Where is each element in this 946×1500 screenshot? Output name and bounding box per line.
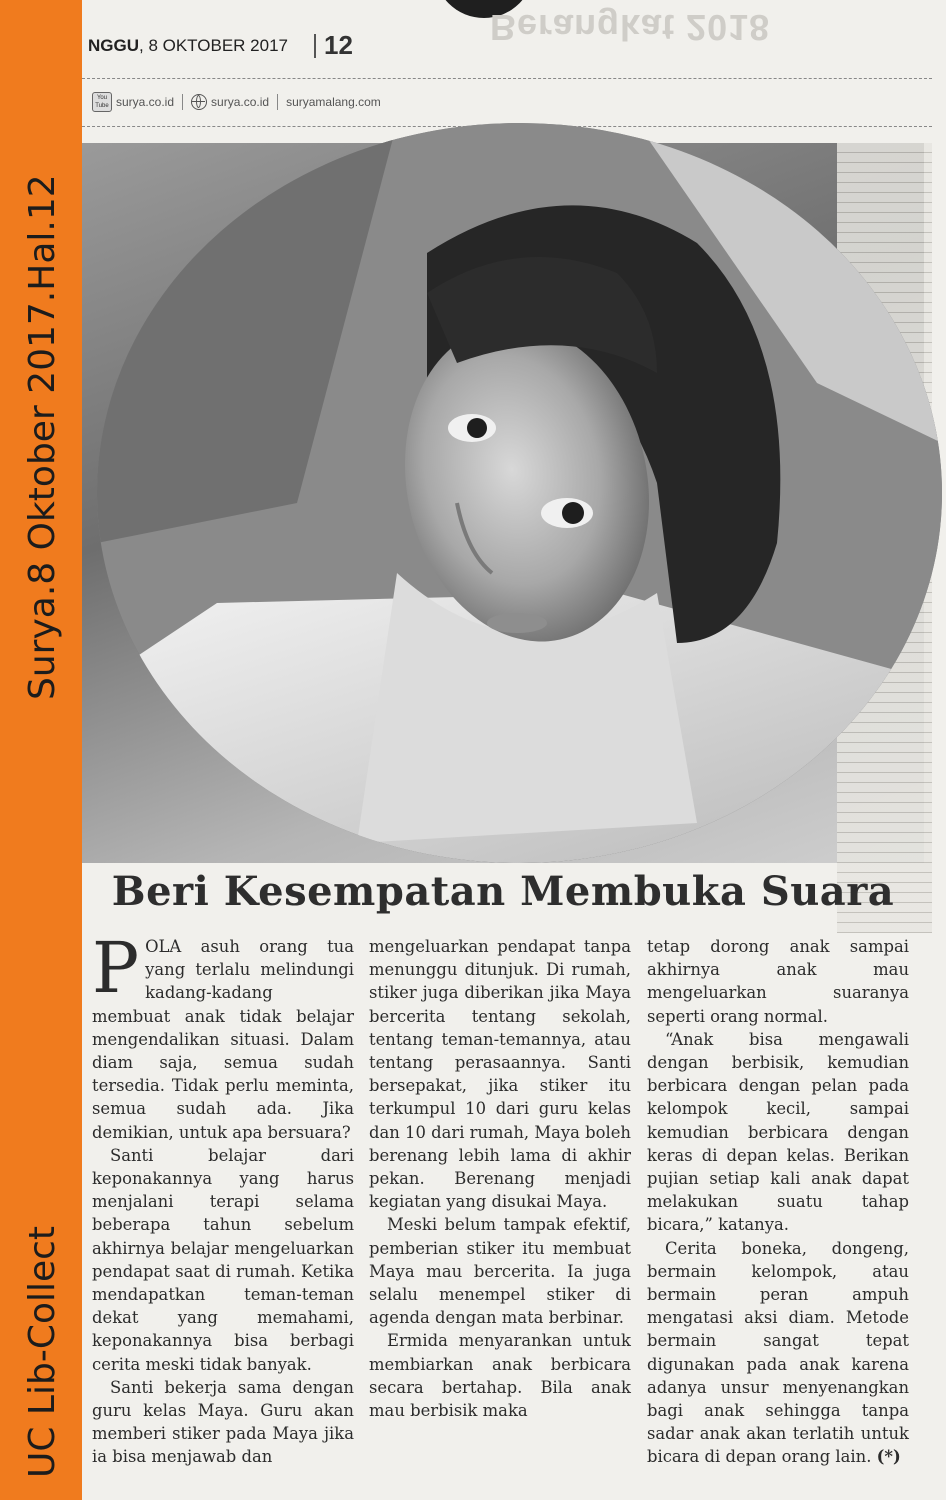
article-column-2 bbox=[369, 935, 631, 1422]
article-column-3 bbox=[647, 935, 909, 1469]
paragraph: mengeluarkan pendapat tanpa menunggu ditunjuk. Di rumah, stiker juga diberikan jika Maya bercerita tentang sekolah, tentang teman-temannya, atau tentang perasaannya. Santi bersepakat, jika stiker itu terkumpul 10 dari guru kelas dan 10 dari rumah, Maya boleh berenang lebih lama di akhir pekan. Berenang menjadi kegiatan yang disukai Maya. bbox=[369, 937, 631, 1212]
divider bbox=[182, 94, 183, 110]
archive-source-label: Surya.8 Oktober 2017.Hal.12 bbox=[22, 174, 63, 700]
newspaper-page bbox=[82, 0, 946, 1500]
bleed-through-title: Berangkat 2018 bbox=[490, 7, 771, 48]
header-divider bbox=[314, 34, 316, 58]
paragraph: Ermida menyarankan untuk membiarkan anak berbicara secara bertahap. Bila anak mau berbisik maka bbox=[369, 1331, 631, 1421]
social-web bbox=[191, 94, 269, 110]
drop-cap: P bbox=[92, 927, 140, 1009]
paragraph: Santi bekerja sama dengan guru kelas Maya. Guru akan memberi stiker pada Maya jika ia bisa menjawab dan bbox=[92, 1377, 354, 1467]
article-column-1 bbox=[92, 927, 354, 1469]
paragraph bbox=[92, 927, 354, 1144]
orange-archive-band bbox=[0, 0, 82, 1500]
paragraph: “Anak bisa mengawali dengan berbisik, kemudian berbicara dengan pelan pada kelompok kecil, sampai kemudian berbicara dengan keras di depan kelas. Berikan pujian setiap kali anak dapat melakukan suatu tahap bicara,” katanya. bbox=[647, 1029, 909, 1235]
child-photo bbox=[97, 123, 942, 863]
social-site bbox=[286, 95, 381, 109]
social-web-label: surya.co.id bbox=[211, 95, 270, 109]
page-number: 12 bbox=[324, 30, 353, 60]
issue-date bbox=[88, 36, 288, 56]
paragraph-text: OLA asuh orang tua yang terlalu melindungi kadang-kadang membuat anak tidak belajar mengendalikan situasi. Dalam diam saja, semua sudah tersedia. Tidak perlu meminta, semua sudah ada. Jika demikian, untuk apa bersuara? bbox=[92, 937, 354, 1142]
child-portrait-illustration bbox=[97, 123, 942, 863]
divider bbox=[277, 94, 278, 110]
paragraph: Santi belajar dari keponakannya yang harus menjalani terapi selama beberapa tahun sebelum akhirnya belajar mengeluarkan pendapat saat di rumah. Ketika mendapatkan teman-teman dekat yang memahami, keponakannya bisa berbagi cerita meski tidak banyak. bbox=[92, 1145, 354, 1374]
youtube-icon: You Tube bbox=[92, 92, 112, 112]
social-site-label: suryamalang.com bbox=[286, 95, 381, 109]
end-mark: (*) bbox=[876, 1447, 901, 1467]
paragraph: tetap dorong anak sampai akhirnya anak mau mengeluarkan suaranya seperti orang normal. bbox=[647, 937, 909, 1026]
paragraph: Meski belum tampak efektif, pemberian stiker itu membuat Maya mau bercerita. Ia juga selalu menempel stiker di agenda dengan mata berbinar. bbox=[369, 1215, 631, 1328]
paragraph bbox=[647, 1237, 909, 1469]
date-text: , 8 OKTOBER 2017 bbox=[139, 36, 288, 55]
social-youtube bbox=[92, 92, 174, 112]
header-rule bbox=[82, 78, 932, 79]
day-fragment: NGGU bbox=[88, 36, 139, 55]
social-youtube-label: surya.co.id bbox=[116, 95, 175, 109]
article-headline: Beri Kesempatan Membuka Suara bbox=[111, 868, 895, 915]
paragraph-text: Cerita boneka, dongeng, bermain kelompok, atau bermain peran ampuh mengatasi aksi diam. Metode bermain sangat tepat digunakan pada anak karena adanya unsur menyenangkan bagi anak sehingga tanpa sadar anak akan terlatih untuk bicara di depan orang lain. bbox=[647, 1238, 909, 1467]
globe-icon bbox=[191, 94, 207, 110]
archive-collection-label: UC Lib-Collect bbox=[22, 1225, 63, 1478]
social-links bbox=[92, 90, 381, 114]
